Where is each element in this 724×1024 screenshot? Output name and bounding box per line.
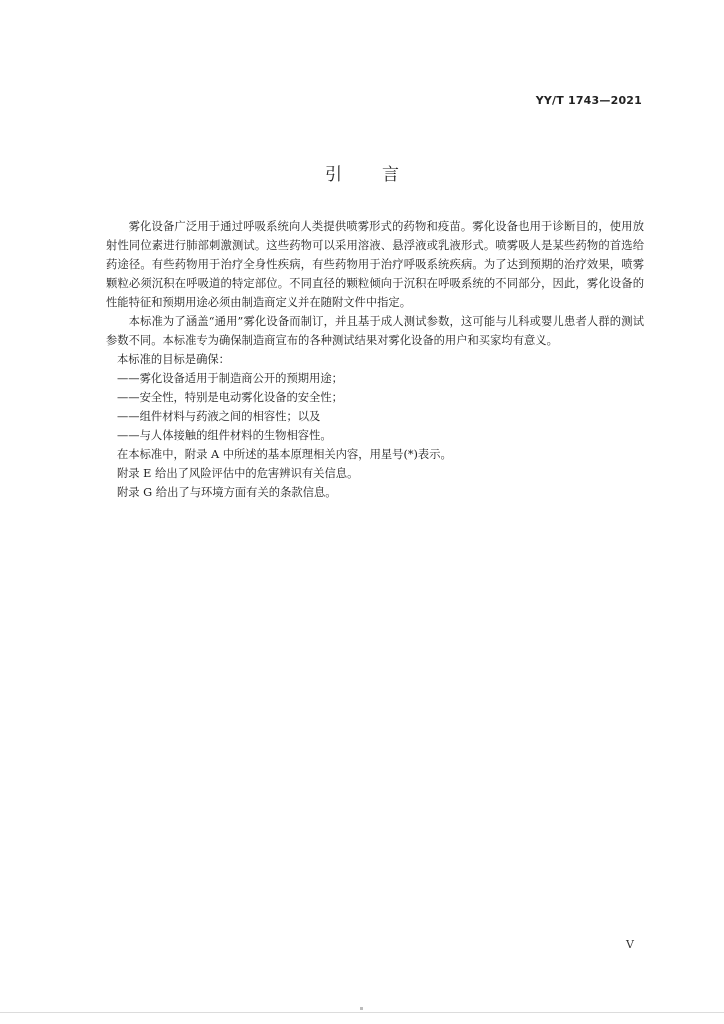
note-annex-e: 附录 E 给出了风险评估中的危害辨识有关信息。 xyxy=(117,467,359,480)
section-title: 引言 xyxy=(325,165,439,185)
paragraph-scope: 本标准为了涵盖“通用”雾化设备而制订，并且基于成人测试参数，这可能与儿科或婴儿患者人群的测试参数不同。本标准专为确保制造商宣布的各种测试结果对雾化设备的用户和买家均有意义。 xyxy=(106,315,644,347)
goal-item: ——安全性，特别是电动雾化设备的安全性； xyxy=(117,391,343,404)
goal-item: ——组件材料与药液之间的相容性；以及 xyxy=(117,410,321,423)
bottom-rule xyxy=(0,1012,724,1013)
note-asterisk: 在本标准中，附录 A 中所述的基本原理相关内容，用星号(*)表示。 xyxy=(117,448,452,461)
note-annex-g: 附录 G 给出了与环境方面有关的条款信息。 xyxy=(117,486,337,499)
goal-item: ——与人体接触的组件材料的生物相容性。 xyxy=(117,429,332,442)
body-text xyxy=(106,217,644,502)
goals-intro: 本标准的目标是确保： xyxy=(117,353,230,366)
standard-number: YY/T 1743—2021 xyxy=(535,94,642,107)
paragraph-intro: 雾化设备广泛用于通过呼吸系统向人类提供喷雾形式的药物和疫苗。雾化设备也用于诊断目的，使用放射性同位素进行肺部刺激测试。这些药物可以采用溶液、悬浮液或乳液形式。喷雾吸人是某些药物的首选给药途径。有些药物用于治疗全身性疾病，有些药物用于治疗呼吸系统疾病。为了达到预期的治疗效果，喷雾颗粒必须沉积在呼吸道的特定部位。不同直径的颗粒倾向于沉积在呼吸系统的不同部分，因此，雾化设备的性能特征和预期用途必须由制造商定义并在随附文件中指定。 xyxy=(106,220,644,309)
bottom-tick xyxy=(360,1007,363,1010)
page-number: V xyxy=(626,938,634,951)
goal-item: ——雾化设备适用于制造商公开的预期用途； xyxy=(117,372,343,385)
